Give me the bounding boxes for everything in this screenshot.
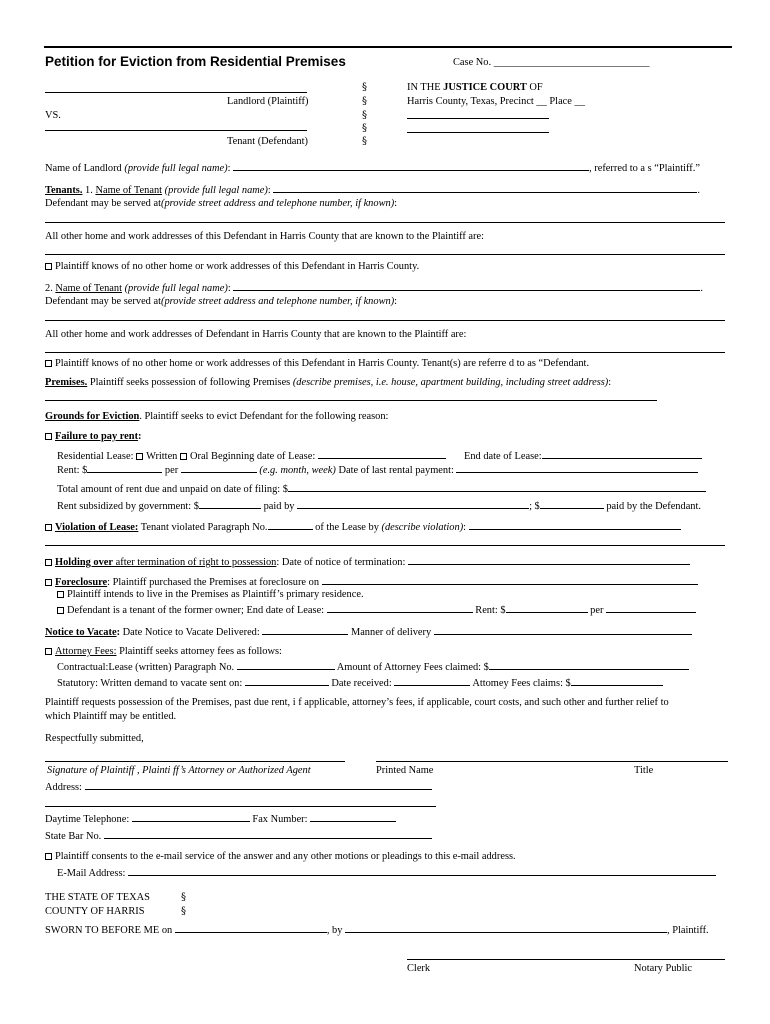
residential-lease-row: Residential Lease: Written Oral Beginning date of Lease: End date of Lease: (57, 449, 702, 462)
tenant-1-other-addresses: All other home and work addresses of this Defendant in Harris County that are known to the Plaintiff are: (45, 231, 484, 242)
checkbox[interactable] (45, 263, 52, 270)
section-mark: § (181, 892, 186, 903)
statutory-fees-field[interactable] (571, 676, 663, 686)
violation-row: Violation of Lease: Tenant violated Paragraph No. of the Lease by (describe violation): (45, 520, 681, 533)
holding-over-row: Holding over after termination of right to possession: Date of notice of termination: (45, 555, 690, 568)
demand-date-field[interactable] (245, 676, 329, 686)
total-due-row: Total amount of rent due and unpaid on date of filing: $ (57, 482, 706, 495)
date-received-field[interactable] (394, 676, 470, 686)
last-payment-field[interactable] (456, 463, 698, 473)
checkbox[interactable] (45, 648, 52, 655)
respectfully-submitted: Respectfully submitted, (45, 733, 144, 744)
requests-line-1: Plaintiff requests possession of the Premises, past due rent, i f applicable, attorney’s fees, if applicable, court costs, and such other and further relief to (45, 697, 669, 708)
state-bar-field[interactable] (104, 829, 432, 839)
intends-row: Plaintiff intends to live in the Premises as Plaintiff’s primary residence. (57, 589, 364, 600)
checkbox[interactable] (57, 607, 64, 614)
foreclosure-date-field[interactable] (322, 575, 698, 585)
signature-label: Signature of Plaintiff , Plainti ff’s Attorney or Authorized Agent (47, 765, 311, 776)
consent-row: Plaintiff consents to the e-mail service of the answer and any other motions or pleadings to this e-mail address. (45, 851, 516, 862)
checkbox[interactable] (45, 579, 52, 586)
clerk-notary-line[interactable] (407, 959, 725, 960)
lease-end-field[interactable] (542, 449, 702, 459)
court-blank-1[interactable] (407, 118, 549, 119)
checkbox[interactable] (45, 360, 52, 367)
contractual-row: Contractual:Lease (written) Paragraph No. Amount of Attorney Fees claimed: $ (57, 660, 689, 673)
tenant-2-other-addresses: All other home and work addresses of Defendant in Harris County that are known to the Plaintiff are: (45, 329, 467, 340)
fees-claimed-field[interactable] (489, 660, 689, 670)
tenant-2-no-other: Plaintiff knows of no other home or work addresses of this Defendant in Harris County. Tenant(s) are referre d to as “Defendant. (45, 358, 589, 369)
tenants-heading: Tenants. (45, 185, 83, 196)
email-row: E-Mail Address: (57, 866, 716, 879)
tenant-1-served-field[interactable] (45, 222, 725, 223)
tenant-2-served-field[interactable] (45, 320, 725, 321)
subsidy-amount-field[interactable] (199, 499, 261, 509)
fax-field[interactable] (310, 812, 396, 822)
violation-desc-field-2[interactable] (45, 545, 725, 546)
county-of-harris: COUNTY OF HARRIS (45, 906, 145, 917)
lease-begin-field[interactable] (318, 449, 446, 459)
section-mark: § (362, 110, 367, 121)
court-line-1: IN THE JUSTICE COURT OF (407, 82, 543, 93)
checkbox[interactable] (136, 453, 143, 460)
top-rule (44, 46, 732, 48)
rent-period-field[interactable] (181, 463, 257, 473)
printed-name-label: Printed Name (376, 765, 434, 776)
former-rent-period-field[interactable] (606, 603, 696, 613)
court-line-2: Harris County, Texas, Precinct __ Place __ (407, 96, 585, 107)
sworn-date-field[interactable] (175, 923, 327, 933)
subsidized-row: Rent subsidized by government: $ paid by ; $ paid by the Defendant. (57, 501, 701, 512)
section-mark: § (362, 136, 367, 147)
page-title: Petition for Eviction from Residential Premises (45, 54, 346, 69)
checkbox[interactable] (45, 524, 52, 531)
section-mark: § (362, 123, 367, 134)
case-number[interactable]: Case No. ______________________________ (453, 57, 650, 68)
premises-row: Premises. Plaintiff seeks possession of following Premises (describe premises, i.e. house, apartment building, including street address): (45, 377, 612, 388)
notice-row: Notice to Vacate: Date Notice to Vacate Delivered: Manner of delivery (45, 625, 692, 638)
state-bar-row: State Bar No. (45, 829, 432, 842)
checkbox[interactable] (45, 853, 52, 860)
court-blank-2[interactable] (407, 132, 549, 133)
section-mark: § (362, 96, 367, 107)
former-rent-field[interactable] (506, 603, 588, 613)
total-due-field[interactable] (288, 482, 706, 492)
vs-label: VS. (45, 110, 61, 121)
statutory-row: Statutory: Written demand to vacate sent on: Date received: Attomey Fees claims: $ (57, 676, 663, 689)
landlord-label: Landlord (Plaintiff) (227, 96, 309, 107)
foreclosure-row: Foreclosure: Plaintiff purchased the Premises at foreclosure on (45, 575, 698, 588)
tenant-1-name-field[interactable] (273, 183, 697, 193)
checkbox[interactable] (57, 591, 64, 598)
termination-date-field[interactable] (408, 555, 690, 565)
grounds-row: Grounds for Eviction. Plaintiff seeks to evict Defendant for the following reason: (45, 411, 389, 422)
section-mark: § (362, 82, 367, 93)
requests-line-2: which Plaintiff may be entitled. (45, 711, 177, 722)
tenant-label: Tenant (Defendant) (227, 136, 308, 147)
address-field[interactable] (85, 780, 432, 790)
tenant-line[interactable] (45, 130, 307, 131)
state-of-texas: THE STATE OF TEXAS (45, 892, 150, 903)
violation-paragraph-field[interactable] (268, 520, 313, 530)
premises-field[interactable] (45, 400, 657, 401)
checkbox[interactable] (45, 559, 52, 566)
checkbox[interactable] (45, 433, 52, 440)
tenant-1-served: Defendant may be served at(provide street address and telephone number, if known): (45, 198, 398, 209)
email-field[interactable] (128, 866, 716, 876)
telephone-row: Daytime Telephone: Fax Number: (45, 812, 396, 825)
former-owner-row: Defendant is a tenant of the former owner; End date of Lease: Rent: $ per (57, 603, 696, 616)
notice-date-field[interactable] (262, 625, 348, 635)
landlord-name-field[interactable] (233, 161, 589, 171)
sworn-row: SWORN TO BEFORE ME on , by , Plaintiff. (45, 925, 709, 936)
telephone-field[interactable] (132, 812, 250, 822)
landlord-line[interactable] (45, 92, 307, 93)
address-field-2[interactable] (45, 806, 436, 807)
attorney-fees-row: Attorney Fees: Plaintiff seeks attorney fees as follows: (45, 646, 282, 657)
subsidy-payer-field[interactable] (297, 499, 529, 509)
contract-paragraph-field[interactable] (237, 660, 335, 670)
title-label: Title (634, 765, 654, 776)
rent-amount-field[interactable] (87, 463, 162, 473)
section-mark: § (181, 906, 186, 917)
landlord-name-row: Name of Landlord (provide full legal name): , referred to a s “Plaintiff.” (45, 163, 700, 174)
checkbox[interactable] (180, 453, 187, 460)
tenant-2-name-field[interactable] (233, 281, 700, 291)
tenant-2-row: 2. Name of Tenant (provide full legal name): . (45, 283, 703, 294)
printed-name-title-line[interactable] (376, 761, 728, 762)
tenant-1-other-field[interactable] (45, 254, 725, 255)
tenant-1-no-other: Plaintiff knows of no other home or work addresses of this Defendant in Harris County. (45, 261, 419, 272)
signature-line[interactable] (45, 761, 345, 762)
former-lease-end-field[interactable] (327, 603, 473, 613)
tenant-1-row: Tenants. 1. Name of Tenant (provide full legal name): . (45, 185, 700, 196)
address-row: Address: (45, 780, 432, 793)
notice-manner-field[interactable] (434, 625, 692, 635)
defendant-paid-field[interactable] (540, 499, 604, 509)
tenant-2-other-field[interactable] (45, 352, 725, 353)
violation-desc-field[interactable] (469, 520, 681, 530)
clerk-label: Clerk (407, 963, 431, 974)
notary-public-label: Notary Public (634, 963, 693, 974)
tenant-2-served: Defendant may be served at(provide street address and telephone number, if known): (45, 296, 398, 307)
sworn-by-field[interactable] (345, 923, 667, 933)
rent-row: Rent: $ per (e.g. month, week) Date of last rental payment: (57, 463, 698, 476)
failure-to-pay-row: Failure to pay rent: (45, 431, 142, 442)
